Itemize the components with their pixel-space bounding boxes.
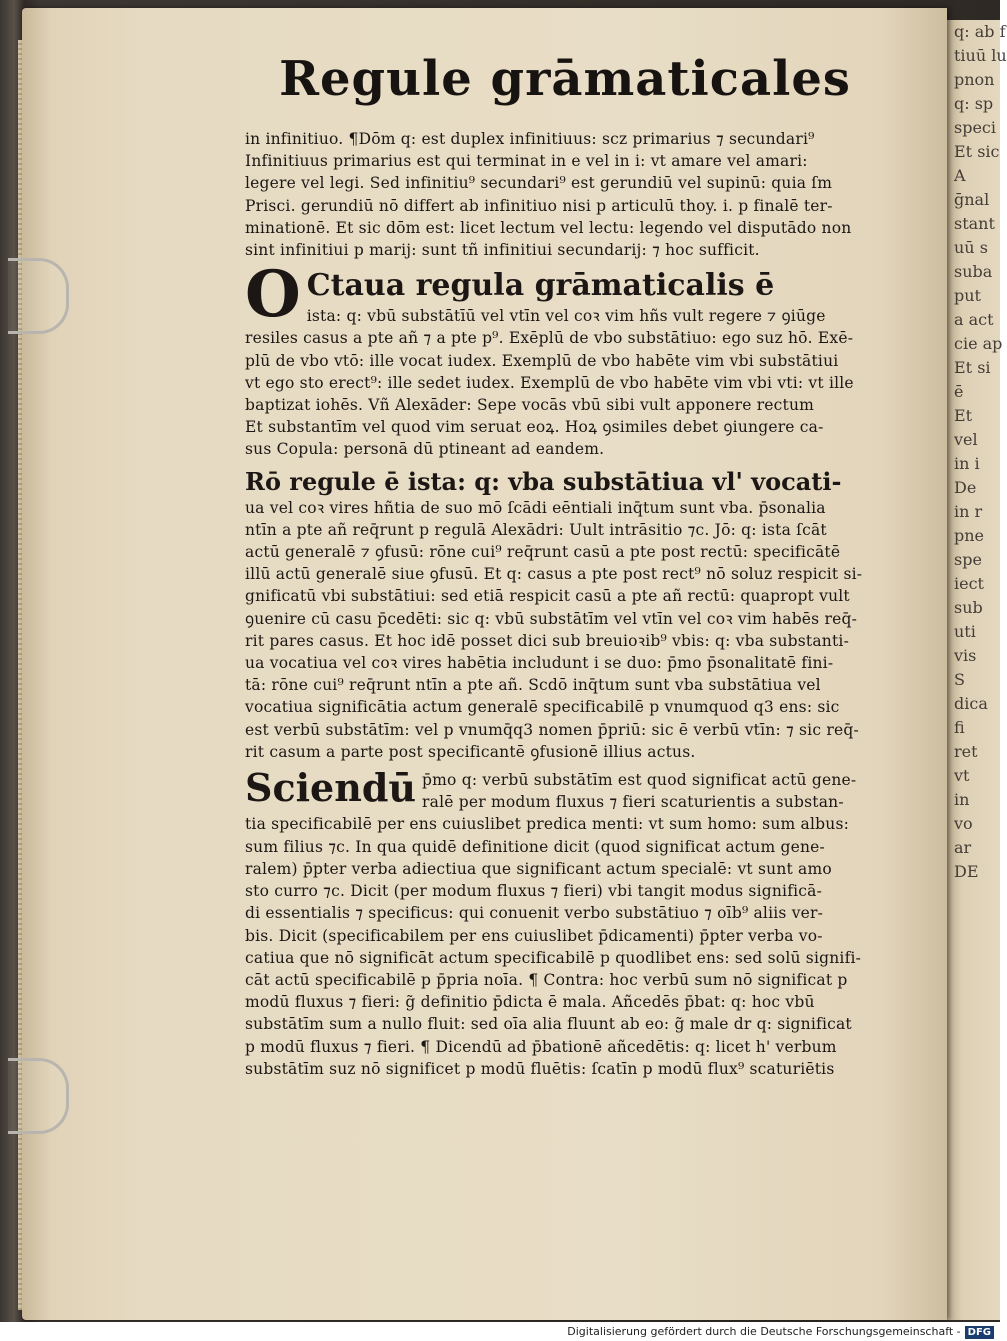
- octava-body: [245, 305, 885, 460]
- text-line: ista: q: vbū substātīū vel vtīn vel coꝛ vim hñs vult regere ⁊ ꝯiūge: [306, 307, 826, 326]
- running-title: Regule grāmaticales: [279, 51, 851, 107]
- text-line: tia specificabilē per ens cuiuslibet predica menti: vt sum homo: sum albus:: [245, 815, 850, 834]
- sciendum-initial: Sciendū: [245, 765, 417, 811]
- text-line: ntīn a pte añ req̄runt p regulā Alexādri: Uult intrāsitio ⁊c. Jō: q: ista ſcāt: [245, 520, 827, 539]
- text-line: di essentialis ⁊ specificus: qui conuenit verbo substātiuo ⁊ oīb⁹ aliis ver-: [245, 904, 824, 923]
- facing-page-fragment: stant: [954, 214, 995, 233]
- text-line: illū actū generalē siue ꝯfusū. Et q: casus a pte post rect⁹ nō soluz respicit si-: [245, 565, 863, 584]
- text-line: tā: rōne cui⁹ req̄runt ntīn a pte añ. Scdō inq̄tum sunt vba substātiua vel: [245, 676, 821, 695]
- facing-page-fragment: in r: [954, 502, 983, 521]
- paragraph-ratio: [245, 467, 885, 763]
- text-line: modū fluxus ⁊ fieri: g̃ definitio p̄dicta ē mala. Añcedēs p̄bat: q: hoc vbū: [245, 993, 815, 1012]
- facing-page-fragment: vo: [954, 814, 973, 833]
- footer-text: Digitalisierung gefördert durch die Deutsche Forschungsgemeinschaft -: [567, 1325, 961, 1338]
- digitization-footer: [0, 1322, 1000, 1341]
- text-line: gnificatū vbi substātiui: sed etiā respicit casū a pte añ rectū: quapropt vult: [245, 587, 850, 606]
- text-line: substātīm suz nō significet p modū fluētis: ſcatīn p modū flux⁹ scaturiētis: [245, 1059, 835, 1078]
- facing-page-fragment: Et si: [954, 358, 991, 377]
- facing-page-fragment: suba: [954, 262, 993, 281]
- text-line: ralē per modum fluxus ⁊ fieri scaturientis a substan-: [422, 793, 844, 812]
- facing-page-fragment: a act: [954, 310, 994, 329]
- facing-page-fragment: vt: [954, 766, 970, 785]
- facing-page-fragment: uti: [954, 622, 976, 641]
- text-line: est verbū substātīm: vel p vnumq̄q3 nomen p̄priū: sic ē verbū vtīn: ⁊ sic req̄-: [245, 720, 859, 739]
- facing-page-fragment: DE: [954, 862, 979, 881]
- facing-page-fragment: iect: [954, 574, 984, 593]
- facing-page-fragment: fi: [954, 718, 965, 737]
- text-line: ralem) p̄pter verba adiectiua que significant actum specialē: vt sunt amo: [245, 859, 832, 878]
- facing-page-fragment: ḡnal: [954, 190, 990, 209]
- text-line: vt ego sto erect⁹: ille sedet iudex. Exemplū de vbo habēte vim vbi vti: vt ille: [245, 373, 854, 392]
- drop-capital-o: O: [245, 257, 301, 333]
- paragraph-1: [245, 128, 885, 261]
- paragraph-sciendum: [245, 765, 885, 1080]
- paragraph-octava: [245, 257, 885, 460]
- text-line: ua vel coꝛ vires hñtia de suo mō ſcādi eēntiali inq̄tum sunt vba. p̄sonalia: [245, 498, 826, 517]
- facing-page-fragment: Et: [954, 406, 973, 425]
- text-line: ꝯuenire cū casu p̄cedēti: sic q: vbū substātīm vel vtīn vel coꝛ vim habēs req̄-: [245, 609, 858, 628]
- text-line: bis. Dicit (specificabilem per ens cuiuslibet p̄dicamenti) p̄pter verba vo-: [245, 926, 823, 945]
- facing-page-fragment: uū s: [954, 238, 988, 257]
- text-line: vocatiua significātia actum generalē specificabilē p vnumquod q3 ens: sic: [245, 698, 840, 717]
- ratio-body: [245, 497, 885, 763]
- facing-page-fragment: De: [954, 478, 977, 497]
- facing-page-fragment: spe: [954, 550, 982, 569]
- text-line: Prisci. gerundiū nō differt ab infinitiuo nisi p articulū thoy. i. p finalē ter-: [245, 196, 833, 215]
- facing-page-fragment: tiuū lu: [954, 46, 1007, 65]
- facing-page-fragment: q: ab f: [954, 22, 1006, 41]
- book-clasp-bottom: [8, 1058, 69, 1134]
- text-line: plū de vbo vtō: ille vocat iudex. Exemplū de vbo habēte vim vbi substātiui: [245, 351, 839, 370]
- facing-page-fragment: pne: [954, 526, 985, 545]
- text-line: rit casum a parte post specificantē ꝯfusionē illius actus.: [245, 742, 696, 761]
- facing-page-fragment: speci: [954, 118, 996, 137]
- text-line: legere vel legi. Sed infinitiu⁹ secundari⁹ est gerundiū vel supinū: quia ſm: [245, 174, 833, 193]
- text-line: substātīm sum a nullo fluit: sed oīa alia fluunt ab eo: g̃ male dr q: significat: [245, 1015, 852, 1034]
- text-line: p̄mo q: verbū substātīm est quod significat actū gene-: [422, 771, 857, 790]
- facing-page-fragment: ret: [954, 742, 978, 761]
- facing-page-fragment: ē: [954, 382, 964, 401]
- octava-headline-text: Ctaua regula grāmaticalis ē: [306, 268, 775, 304]
- text-line: sto curro ⁊c. Dicit (per modum fluxus ⁊ fieri) vbi tangit modus significā-: [245, 882, 823, 901]
- text-line: baptizat iohēs. Vñ Alexāder: Sepe vocās vbū sibi vult apponere rectum: [245, 396, 815, 415]
- ratio-headline: Rō regule ē ista: q: vba substātiua vl' vocati-: [245, 466, 842, 496]
- dfg-logo: DFG: [965, 1326, 994, 1339]
- facing-page-fragment: put: [954, 286, 981, 305]
- text-line: sint infinitiui p marij: sunt tñ infinitiui secundarij: ⁊ hoc sufficit.: [245, 241, 760, 260]
- facing-page-fragment: in: [954, 790, 970, 809]
- text-line: sum filius ⁊c. In qua quidē definitione dicit (quod significat actum gene-: [245, 837, 825, 856]
- facing-page-fragment: vis: [954, 646, 977, 665]
- text-line: ua vocatiua vel coꝛ vires habētia includunt i se duo: p̄mo p̄sonalitatē fini-: [245, 654, 834, 673]
- text-line: Et substantīm vel quod vim seruat eoꝝ. Hoꝝ ꝯsimiles debet ꝯiungere ca-: [245, 418, 824, 437]
- facing-page-fragment: sub: [954, 598, 983, 617]
- page-text: [245, 52, 885, 1086]
- text-line: actū generalē ⁊ ꝯfusū: rōne cui⁹ req̄runt casū a pte post rectū: specificātē: [245, 543, 841, 562]
- text-line: in infinitiuo. ¶Dōm q: est duplex infinitiuus: scz primarius ⁊ secundari⁹: [245, 130, 815, 148]
- sciendum-body: [245, 765, 885, 1080]
- text-line: catiua que nō significāt actum specificabilē p quodlibet ens: sed solū signifi-: [245, 948, 862, 967]
- facing-page-fragment: A: [954, 166, 966, 185]
- facing-page-fragment: cie ap: [954, 334, 1003, 353]
- text-line: sus Copula: personā dū ptineant ad eandem.: [245, 440, 605, 459]
- facing-page-fragment: q: sp: [954, 94, 994, 113]
- text-line: rit pares casus. Et hoc idē posset dici sub breuioꝛib⁹ vbis: q: vba substanti-: [245, 631, 849, 650]
- text-line: resiles casus a pte añ ⁊ a pte p⁹. Exēplū de vbo substātiuo: ego suz hō. Exē-: [245, 329, 854, 348]
- facing-page-fragment: S: [954, 670, 965, 689]
- facing-page-edge: [946, 20, 1007, 1320]
- facing-page-fragment: in i: [954, 454, 980, 473]
- facing-page-fragment: Et sic: [954, 142, 1000, 161]
- facing-page-fragment: vel: [954, 430, 978, 449]
- facing-page-fragment: ar: [954, 838, 972, 857]
- facing-page-fragment: dica: [954, 694, 988, 713]
- text-line: p modū fluxus ⁊ fieri. ¶ Dicendū ad p̄bationē añcedētis: q: licet h' verbum: [245, 1037, 837, 1056]
- text-line: Infinitiuus primarius est qui terminat in e vel in i: vt amare vel amari:: [245, 152, 808, 171]
- text-line: minationē. Et sic dōm est: licet lectum vel lectu: legendo vel disputādo non: [245, 218, 852, 237]
- book-clasp-top: [8, 258, 69, 334]
- text-line: cāt actū specificabilē p p̄pria noīa. ¶ Contra: hoc verbū sum nō significat p: [245, 970, 848, 989]
- facing-page-fragment: pnon: [954, 70, 995, 89]
